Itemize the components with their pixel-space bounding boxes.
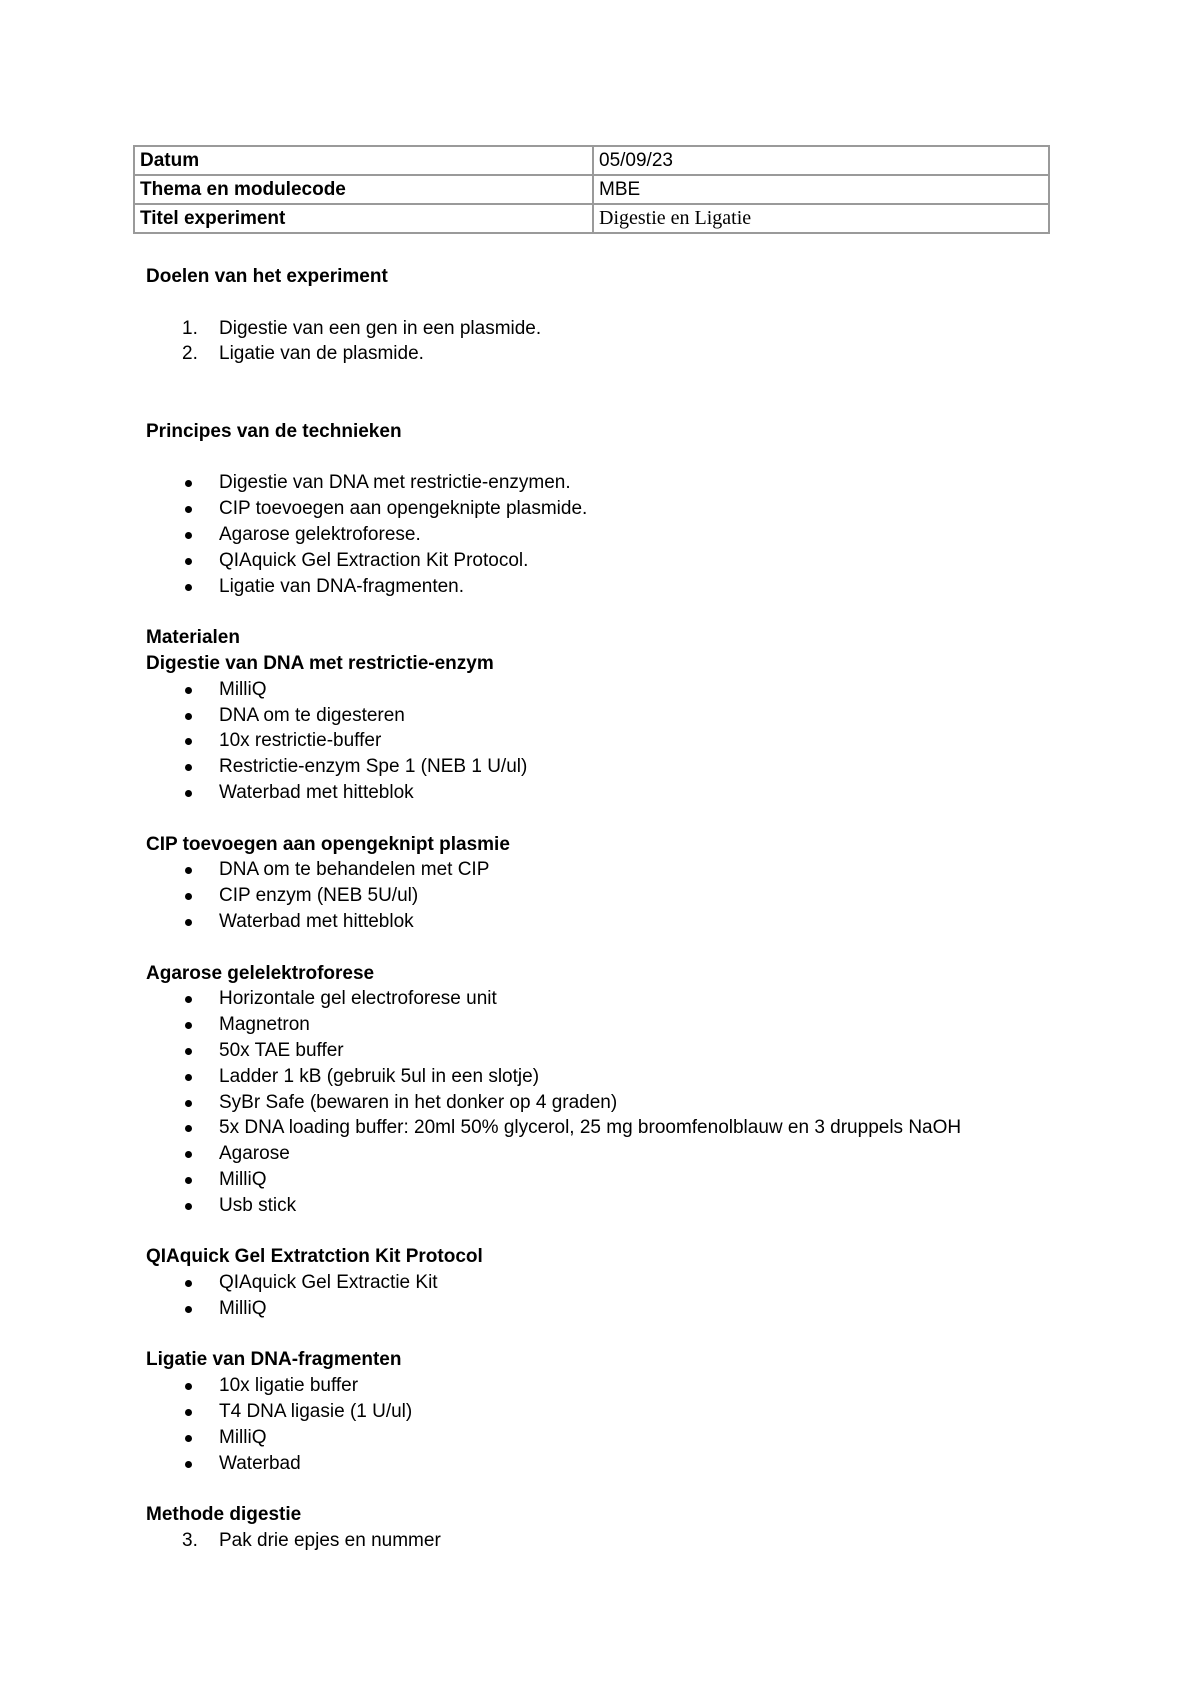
list-item-text: Ligatie van DNA-fragmenten. (219, 575, 465, 597)
bullet-icon (185, 1383, 192, 1390)
list-item (146, 574, 1066, 600)
bullet-icon (185, 1074, 192, 1081)
list-item (146, 1012, 1066, 1038)
list-item-text: MilliQ (219, 1426, 267, 1448)
list-item-text: Agarose (219, 1143, 290, 1165)
list-number: 1. (182, 317, 198, 339)
bullet-icon (185, 480, 192, 487)
list-item (146, 883, 1066, 909)
method-heading: Methode digestie (146, 1504, 302, 1526)
list-item-text: 10x restrictie-buffer (219, 730, 382, 752)
bullet-icon (185, 1048, 192, 1055)
table-row (134, 204, 1049, 233)
qiaquick-materials-heading: QIAquick Gel Extratction Kit Protocol (146, 1246, 483, 1268)
materials-heading: Materialen (146, 627, 240, 649)
list-item-text: MilliQ (219, 1297, 267, 1319)
list-item-text: Horizontale gel electroforese unit (219, 988, 497, 1010)
cip-materials-heading: CIP toevoegen aan opengeknipt plasmie (146, 833, 510, 855)
digestion-materials-heading: Digestie van DNA met restrictie-enzym (146, 652, 494, 674)
list-item (146, 496, 1066, 522)
agarose-materials-heading: Agarose gelelektroforese (146, 962, 375, 984)
list-item-text: SyBr Safe (bewaren in het donker op 4 graden) (219, 1091, 618, 1113)
table-row (134, 146, 1049, 175)
list-item (146, 1167, 1066, 1193)
list-item (146, 1141, 1066, 1167)
bullet-icon (185, 919, 192, 926)
bullet-icon (185, 1125, 192, 1132)
bullet-icon (185, 584, 192, 591)
list-item-text: QIAquick Gel Extraction Kit Protocol. (219, 549, 529, 571)
list-item-text: Ligatie van de plasmide. (219, 343, 424, 365)
list-item-text: MilliQ (219, 1168, 267, 1190)
list-item-text: 50x TAE buffer (219, 1039, 344, 1061)
list-item (146, 1193, 1066, 1219)
bullet-icon (185, 1151, 192, 1158)
bullet-icon (185, 1177, 192, 1184)
list-item-text: Waterbad (219, 1452, 301, 1474)
goals-list (146, 316, 1066, 368)
list-item (146, 1399, 1066, 1425)
method-list (146, 1528, 1066, 1554)
bullet-icon (185, 790, 192, 797)
ligation-materials-list (146, 1373, 1066, 1476)
list-item (146, 470, 1066, 496)
list-item (146, 1090, 1066, 1116)
cip-materials-list (146, 857, 1066, 934)
list-item (146, 316, 1066, 342)
bullet-icon (185, 996, 192, 1003)
bullet-icon (185, 713, 192, 720)
list-item (146, 677, 1066, 703)
list-item (146, 1451, 1066, 1477)
bullet-icon (185, 867, 192, 874)
list-item (146, 1528, 1066, 1554)
digestion-materials-list (146, 677, 1066, 806)
principles-heading: Principes van de technieken (146, 420, 402, 442)
bullet-icon (185, 1435, 192, 1442)
bullet-icon (185, 1203, 192, 1210)
list-item-text: Magnetron (219, 1014, 310, 1036)
table-row (134, 175, 1049, 204)
list-item (146, 522, 1066, 548)
list-item-text: Waterbad met hitteblok (219, 910, 414, 932)
experiment-info-table (133, 145, 1050, 234)
date-label: Datum (134, 146, 593, 175)
goals-heading: Doelen van het experiment (146, 266, 388, 287)
bullet-icon (185, 532, 192, 539)
list-item (146, 341, 1066, 367)
list-number: 3. (182, 1530, 198, 1552)
list-item (146, 1038, 1066, 1064)
bullet-icon (185, 1100, 192, 1107)
list-item-text: QIAquick Gel Extractie Kit (219, 1272, 438, 1294)
bullet-icon (185, 893, 192, 900)
list-item-text: 5x DNA loading buffer: 20ml 50% glycerol, 25 mg broomfenolblauw en 3 druppels NaOH (219, 1117, 962, 1139)
list-item (146, 703, 1066, 729)
list-item (146, 728, 1066, 754)
list-item-text: Ladder 1 kB (gebruik 5ul in een slotje) (219, 1065, 540, 1087)
principles-list (146, 470, 1066, 599)
bullet-icon (185, 558, 192, 565)
bullet-icon (185, 1409, 192, 1416)
list-item (146, 1064, 1066, 1090)
list-item-text: 10x ligatie buffer (219, 1375, 359, 1397)
list-number: 2. (182, 343, 198, 365)
list-item-text: Digestie van DNA met restrictie-enzymen. (219, 472, 571, 494)
date-value: 05/09/23 (593, 146, 1049, 175)
list-item (146, 1296, 1066, 1322)
bullet-icon (185, 1280, 192, 1287)
list-item-text: Digestie van een gen in een plasmide. (219, 317, 542, 339)
theme-label: Thema en modulecode (134, 175, 593, 204)
bullet-icon (185, 1022, 192, 1029)
list-item-text: Agarose gelektroforese. (219, 523, 421, 545)
qiaquick-materials-list (146, 1270, 1066, 1322)
list-item-text: T4 DNA ligasie (1 U/ul) (219, 1401, 413, 1423)
list-item (146, 780, 1066, 806)
bullet-icon (185, 764, 192, 771)
document-body (146, 264, 1066, 1554)
bullet-icon (185, 506, 192, 513)
list-item (146, 1270, 1066, 1296)
list-item (146, 1115, 1066, 1141)
experiment-title-label: Titel experiment (134, 204, 593, 233)
list-item (146, 909, 1066, 935)
list-item-text: CIP toevoegen aan opengeknipte plasmide. (219, 498, 588, 520)
experiment-title-value: Digestie en Ligatie (593, 204, 1049, 233)
list-item-text: DNA om te digesteren (219, 704, 405, 726)
list-item-text: Waterbad met hitteblok (219, 781, 414, 803)
list-item-text: Usb stick (219, 1194, 297, 1216)
list-item (146, 1373, 1066, 1399)
list-item (146, 754, 1066, 780)
theme-value: MBE (593, 175, 1049, 204)
ligation-materials-heading: Ligatie van DNA-fragmenten (146, 1349, 402, 1371)
bullet-icon (185, 687, 192, 694)
list-item-text: DNA om te behandelen met CIP (219, 859, 490, 881)
list-item-text: Restrictie-enzym Spe 1 (NEB 1 U/ul) (219, 756, 528, 778)
list-item (146, 1425, 1066, 1451)
bullet-icon (185, 1306, 192, 1313)
list-item-text: Pak drie epjes en nummer (219, 1530, 441, 1552)
list-item (146, 986, 1066, 1012)
list-item (146, 857, 1066, 883)
list-item (146, 548, 1066, 574)
list-item-text: CIP enzym (NEB 5U/ul) (219, 885, 419, 907)
list-item-text: MilliQ (219, 678, 267, 700)
bullet-icon (185, 738, 192, 745)
agarose-materials-list (146, 986, 1066, 1218)
bullet-icon (185, 1461, 192, 1468)
